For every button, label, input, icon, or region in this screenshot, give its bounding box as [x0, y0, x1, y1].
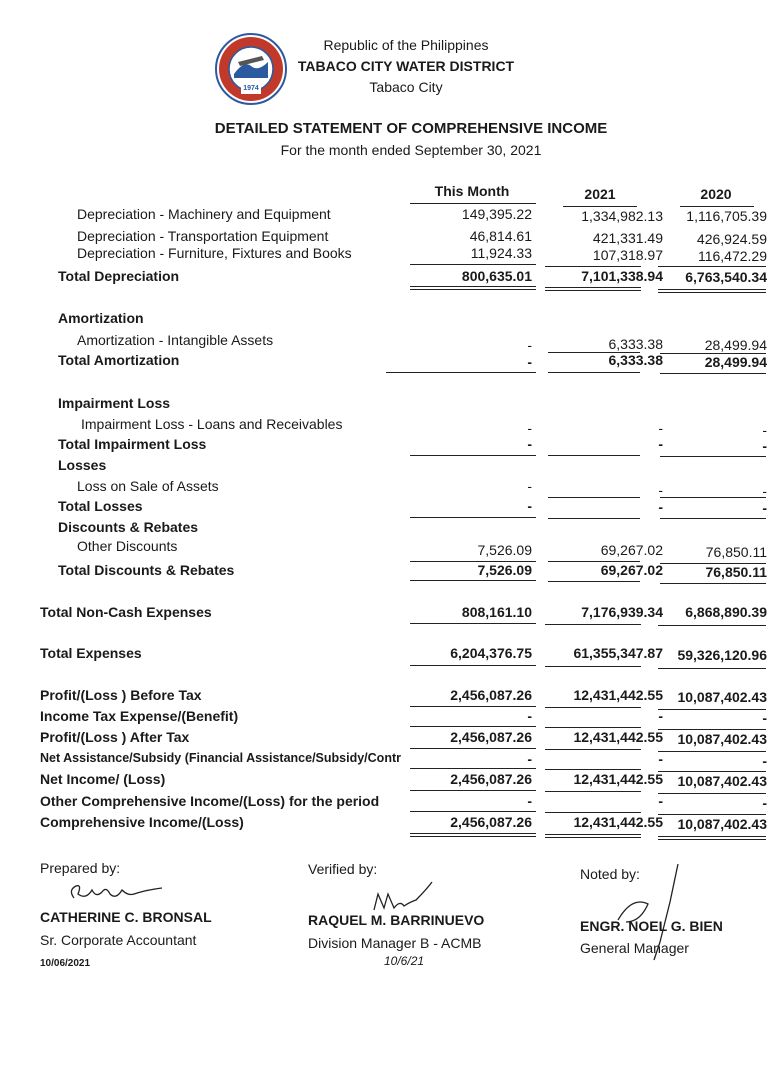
cell-this-month: 2,456,087.26 — [450, 687, 532, 703]
cell-this-month: 149,395.22 — [461, 206, 532, 222]
row-label: Total Losses — [58, 498, 143, 514]
cell-2020: 76,850.11 — [705, 564, 767, 580]
row-label: Profit/(Loss ) Before Tax — [40, 687, 202, 703]
cell-this-month: - — [527, 498, 532, 514]
row-impairment-heading — [0, 395, 782, 415]
cell-2020: - — [762, 422, 767, 438]
row-total-amortization — [0, 352, 782, 372]
row-label: Losses — [58, 457, 107, 473]
cell-2020: - — [762, 500, 767, 516]
cell-this-month: 800,635.01 — [461, 268, 532, 284]
row-label: Other Discounts — [77, 538, 178, 554]
cell-2021: 69,267.02 — [600, 542, 663, 558]
cell-2020: - — [762, 483, 767, 499]
cell-2020: 28,499.94 — [704, 354, 767, 370]
cell-2021: - — [658, 751, 663, 767]
cell-this-month: - — [527, 420, 532, 436]
prepared-signature — [66, 880, 176, 910]
noted-name: ENGR. NOEL G. BIEN — [580, 918, 723, 934]
cell-this-month: 7,526.09 — [477, 562, 532, 578]
row-profit-after-tax — [0, 729, 782, 749]
cell-2020: - — [762, 438, 767, 454]
cell-2021: 421,331.49 — [592, 230, 663, 246]
row-label: Total Depreciation — [58, 268, 180, 284]
cell-2021: - — [658, 436, 663, 452]
row-label: Income Tax Expense/(Benefit) — [40, 708, 239, 724]
verified-by-caption: Verified by: — [308, 861, 378, 877]
prepared-date: 10/06/2021 — [40, 958, 91, 969]
cell-2021: - — [658, 420, 663, 436]
cell-this-month: 2,456,087.26 — [450, 814, 532, 830]
row-total-discounts — [0, 562, 782, 582]
row-discounts-heading — [0, 519, 782, 539]
logo-year: 1974 — [243, 85, 259, 92]
row-total-losses — [0, 498, 782, 518]
prepared-position: Sr. Corporate Accountant — [40, 932, 197, 948]
cell-2020: 1,116,705.39 — [686, 208, 767, 224]
cell-2020: 10,087,402.43 — [677, 689, 767, 705]
district-logo — [214, 32, 288, 106]
district-name: TABACO CITY WATER DISTRICT — [297, 58, 515, 74]
cell-2020: 59,326,120.96 — [677, 647, 767, 663]
cell-2020: - — [762, 795, 767, 811]
cell-2020: - — [762, 710, 767, 726]
seal-icon — [214, 32, 288, 106]
cell-2020: 426,924.59 — [696, 231, 767, 247]
cell-this-month: - — [527, 708, 532, 724]
row-total-noncash — [0, 604, 782, 624]
row-losses-heading — [0, 457, 782, 477]
row-dep-machinery — [0, 206, 782, 226]
noted-position: General Manager — [580, 940, 689, 956]
row-loss-sale — [0, 478, 782, 498]
cell-2021: 12,431,442.55 — [573, 729, 663, 745]
row-total-impairment — [0, 436, 782, 456]
row-label: Total Amortization — [58, 352, 180, 368]
statement-title: DETAILED STATEMENT OF COMPREHENSIVE INCOME — [214, 120, 608, 137]
cell-this-month: - — [527, 478, 532, 494]
row-label: Depreciation - Machinery and Equipment — [77, 206, 331, 222]
cell-2021: 6,333.38 — [608, 336, 663, 352]
cell-this-month: 808,161.10 — [461, 604, 532, 620]
row-label: Total Discounts & Rebates — [58, 562, 235, 578]
row-comprehensive-income — [0, 814, 782, 834]
cell-this-month: 46,814.61 — [469, 228, 532, 244]
cell-2021: - — [658, 708, 663, 724]
row-label: Impairment Loss — [58, 395, 171, 411]
row-label: Net Assistance/Subsidy (Financial Assistance/Subsidy/Contr — [40, 751, 401, 765]
row-label: Depreciation - Transportation Equipment — [77, 228, 329, 244]
cell-this-month: 11,924.33 — [470, 245, 532, 261]
cell-2020: 6,763,540.34 — [685, 269, 767, 285]
cell-2020: 6,868,890.39 — [685, 604, 767, 620]
row-label: Comprehensive Income/(Loss) — [40, 814, 244, 830]
cell-this-month: 7,526.09 — [477, 542, 532, 558]
cell-2021: - — [658, 793, 663, 809]
cell-2021: 12,431,442.55 — [573, 814, 663, 830]
row-total-depreciation — [0, 268, 782, 288]
cell-this-month: 2,456,087.26 — [450, 771, 532, 787]
city-line: Tabaco City — [369, 79, 443, 95]
cell-2020: 76,850.11 — [705, 544, 767, 560]
row-dep-furniture — [0, 245, 782, 265]
col-this-month: This Month — [434, 183, 510, 199]
cell-this-month: - — [527, 354, 532, 370]
cell-2020: 10,087,402.43 — [677, 773, 767, 789]
row-label: Depreciation - Furniture, Fixtures and Books — [77, 245, 352, 261]
row-net-income — [0, 771, 782, 791]
cell-2021: - — [658, 499, 663, 515]
row-label: Other Comprehensive Income/(Loss) for the period — [40, 793, 380, 809]
row-income-tax — [0, 708, 782, 728]
row-amort-intangible — [0, 332, 782, 352]
cell-this-month: - — [527, 751, 532, 767]
cell-2021: 12,431,442.55 — [573, 687, 663, 703]
row-impairment-loans — [0, 416, 782, 436]
cell-2021: 7,101,338.94 — [581, 268, 663, 284]
col-2020: 2020 — [700, 186, 732, 202]
cell-this-month: - — [527, 337, 532, 353]
cell-2021: 6,333.38 — [608, 352, 663, 368]
row-label: Total Impairment Loss — [58, 436, 207, 452]
statement-subtitle: For the month ended September 30, 2021 — [280, 142, 542, 158]
cell-this-month: 6,204,376.75 — [450, 645, 532, 661]
cell-2021: 61,355,347.87 — [573, 645, 663, 661]
row-other-discounts — [0, 538, 782, 558]
cell-2021: 107,318.97 — [592, 247, 663, 263]
row-label: Profit/(Loss ) After Tax — [40, 729, 190, 745]
noted-by-caption: Noted by: — [580, 866, 640, 882]
cell-2021: 1,334,982.13 — [581, 208, 663, 224]
cell-this-month: 2,456,087.26 — [450, 729, 532, 745]
verified-date: 10/6/21 — [384, 954, 425, 968]
row-label: Loss on Sale of Assets — [77, 478, 219, 494]
row-label: Net Income/ (Loss) — [40, 771, 166, 787]
cell-2020: 116,472.29 — [697, 248, 767, 264]
cell-2021: 69,267.02 — [600, 562, 663, 578]
verified-position: Division Manager B - ACMB — [308, 935, 482, 951]
republic-line: Republic of the Philippines — [323, 37, 489, 53]
cell-2020: 10,087,402.43 — [677, 816, 767, 832]
cell-2020: - — [762, 753, 767, 769]
row-label: Impairment Loss - Loans and Receivables — [81, 416, 343, 432]
cell-this-month: - — [527, 793, 532, 809]
row-profit-before-tax — [0, 687, 782, 707]
cell-2020: 10,087,402.43 — [677, 731, 767, 747]
row-label: Discounts & Rebates — [58, 519, 199, 535]
cell-2021: - — [658, 482, 663, 498]
row-net-assistance — [0, 751, 782, 771]
cell-2021: 7,176,939.34 — [581, 604, 663, 620]
row-label: Total Expenses — [40, 645, 142, 661]
cell-this-month: - — [527, 436, 532, 452]
row-oci — [0, 793, 782, 813]
cell-2020: 28,499.94 — [704, 337, 767, 353]
cell-2021: 12,431,442.55 — [573, 771, 663, 787]
row-label: Amortization — [58, 310, 144, 326]
row-label: Total Non-Cash Expenses — [40, 604, 212, 620]
prepared-name: CATHERINE C. BRONSAL — [40, 909, 212, 925]
prepared-by-caption: Prepared by: — [40, 860, 121, 876]
row-amortization-heading — [0, 310, 782, 330]
verified-name: RAQUEL M. BARRINUEVO — [308, 912, 485, 928]
row-label: Amortization - Intangible Assets — [77, 332, 274, 348]
row-total-expenses — [0, 645, 782, 665]
col-2021: 2021 — [584, 186, 616, 202]
